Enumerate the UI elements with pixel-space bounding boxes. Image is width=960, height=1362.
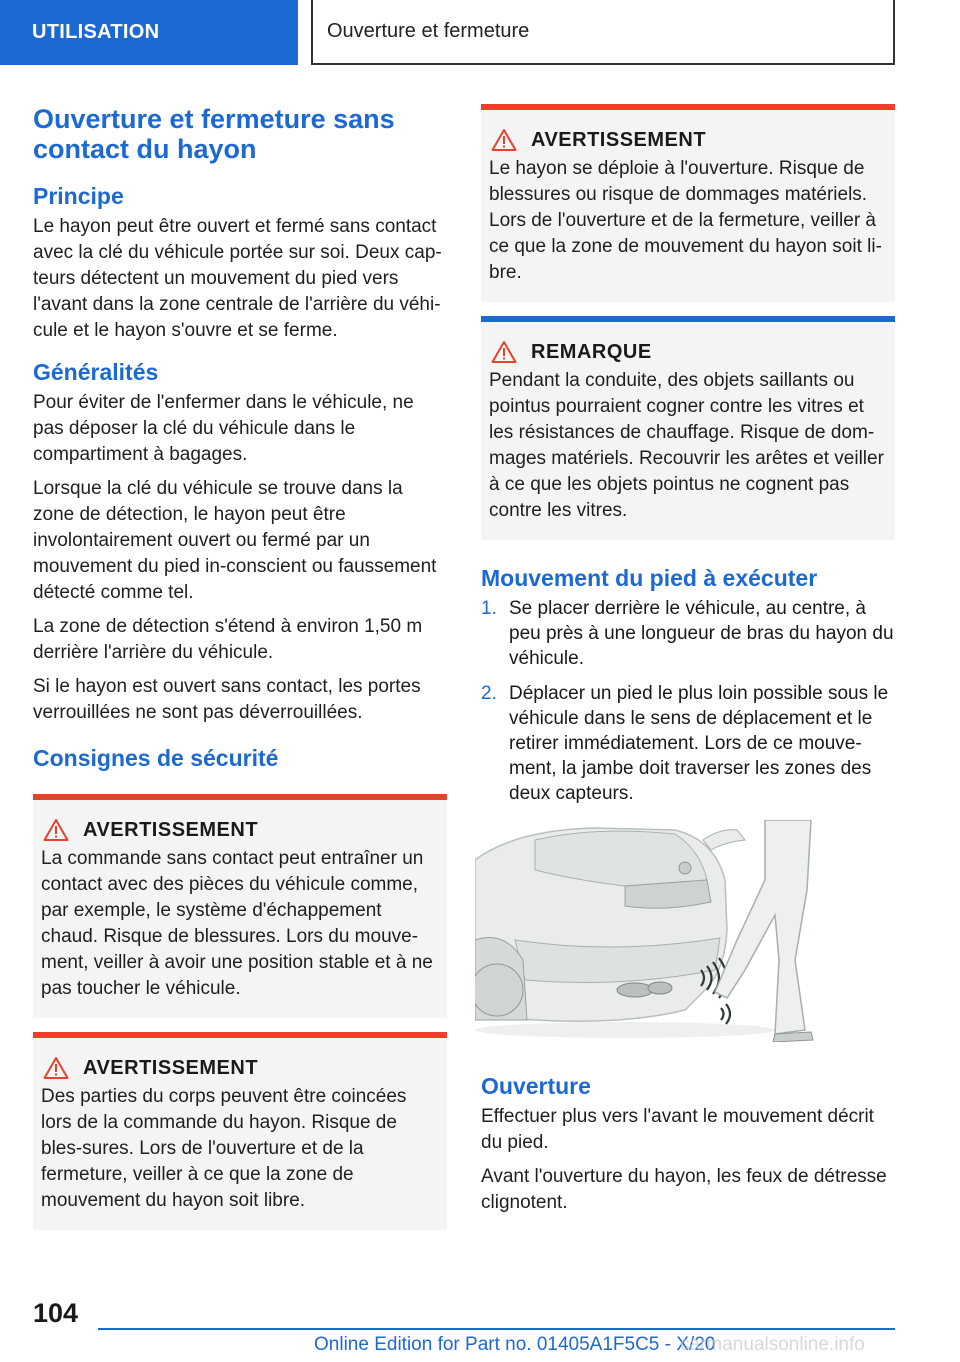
left-column [33,100,447,1230]
steps-list [481,596,895,806]
step-item [481,596,895,671]
footer-edition: Online Edition for Part no. 01405A1F5C5 - X/20 [314,1334,716,1355]
step-number: 1. [481,598,497,619]
page-number: 104 [33,1298,79,1328]
principe-text: Le hayon peut être ouvert et fermé sans contact avec la clé du véhicule portée sur soi. Deux cap-teurs détectent un mouvement du pied vers l'avant dans la zone centrale de l'arrière du véhi-cule et le hayon s'ouvre et se ferme. [33,216,442,341]
step-text: Déplacer un pied le plus loin possible sous le véhicule dans le sens de déplacement et le retirer immédiatement. Lors de ce mouve-ment, la jambe doit traverser les zones des deux capteurs. [509,683,889,804]
notice-triangle-icon [491,340,517,364]
principe-heading: Principe [33,183,124,209]
warning-text: Des parties du corps peuvent être coincées lors de la commande du hayon. Risque de bles-sures. Lors de l'ouverture et de la fermeture, veiller à ce que la zone de mouvement du hayon soit libre. [41,1086,407,1211]
foot-gesture-illustration [475,820,815,1042]
header-chapter-label: Ouverture et fermeture [327,20,530,42]
warning-triangle-icon [491,128,517,152]
footer-rule [98,1328,895,1330]
notice-box [481,316,895,540]
warning-text: La commande sans contact peut entraîner un contact avec des pièces du véhicule comme, par exemple, le système d'échappement chaud. Risque de blessures. Lors du mouve-ment, veiller à avoir une position stable et à ne pas toucher le véhicule. [41,848,433,999]
generalites-paragraph-1: Pour éviter de l'enfermer dans le véhicule, ne pas déposer la clé du véhicule dans le compartiment à bagages. [33,392,414,465]
ouverture-heading: Ouverture [481,1073,591,1099]
warning-box [481,104,895,302]
footer-watermark: carmanualsonline.info [680,1334,865,1355]
warning-text: Le hayon se déploie à l'ouverture. Risque de blessures ou risque de dommages matériels. Lors de l'ouverture et de la fermeture, veiller à ce que la zone de mouvement du hayon soit li-bre. [489,158,882,283]
notice-text: Pendant la conduite, des objets saillants ou pointus pourraient cogner contre les vitres et les résistances de chauffage. Risque de dom-mages matériels. Recouvrir les arêtes et veiller à ce que les objets pointus ne cognent pas contre les vitres. [489,370,884,521]
generalites-paragraph-2: Lorsque la clé du véhicule se trouve dans la zone de détection, le hayon peut être involontairement ouvert ou fermé par un mouvement du pied in-conscient ou faussement détecté comme tel. [33,478,437,603]
generalites-heading: Généralités [33,359,159,385]
header-section-label: UTILISATION [32,21,160,43]
step-item [481,681,895,806]
warning-label: AVERTISSEMENT [531,128,707,151]
consignes-heading: Consignes de sécurité [33,745,279,771]
warning-box [33,794,447,1018]
notice-box-title [491,340,887,364]
mouvement-heading: Mouvement du pied à exécuter [481,565,818,591]
page-title: Ouverture et fermeture sans contact du hayon [33,104,395,164]
right-column [481,104,895,1224]
notice-label: REMARQUE [531,340,652,363]
warning-triangle-icon [43,818,69,842]
warning-label: AVERTISSEMENT [83,1056,259,1079]
generalites-paragraph-4: Si le hayon est ouvert sans contact, les portes verrouillées ne sont pas déverrouillées. [33,676,421,723]
warning-box-title [43,1056,439,1080]
warning-box-title [491,128,887,152]
step-text: Se placer derrière le véhicule, au centre, à peu près à une longueur de bras du hayon du véhicule. [509,598,894,669]
ouverture-paragraph-2: Avant l'ouverture du hayon, les feux de détresse clignotent. [481,1166,887,1213]
header-section-tab [0,0,298,65]
warning-label: AVERTISSEMENT [83,818,259,841]
header-chapter-tab [311,0,895,65]
generalites-paragraph-3: La zone de détection s'étend à environ 1,50 m derrière l'arrière du véhicule. [33,616,423,663]
warning-box [33,1032,447,1230]
step-number: 2. [481,683,497,704]
warning-triangle-icon [43,1056,69,1080]
ouverture-paragraph-1: Effectuer plus vers l'avant le mouvement décrit du pied. [481,1106,874,1153]
warning-box-title [43,818,439,842]
